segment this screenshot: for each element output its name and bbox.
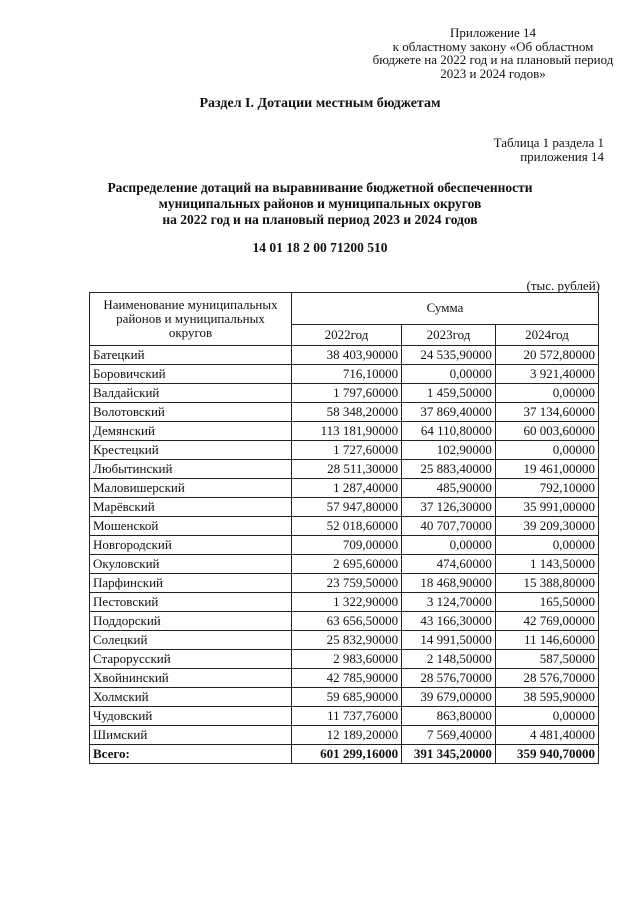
table-row: [90, 593, 599, 612]
table-row: [90, 555, 599, 574]
table-row: [90, 384, 599, 403]
value-2024-cell: 3 921,40000: [495, 365, 598, 384]
document-title-line3: на 2022 год и на плановый период 2023 и 2024 годов: [162, 212, 478, 227]
value-2023-cell: 3 124,70000: [402, 593, 496, 612]
table-row: [90, 517, 599, 536]
value-2022-cell: 28 511,30000: [291, 460, 401, 479]
section-title: Раздел I. Дотации местным бюджетам: [199, 96, 441, 111]
table-row: [90, 612, 599, 631]
table-row: [90, 460, 599, 479]
value-2024-cell: 0,00000: [495, 536, 598, 555]
value-2024-cell: 1 143,50000: [495, 555, 598, 574]
value-2023-cell: 64 110,80000: [402, 422, 496, 441]
value-2023-cell: 24 535,90000: [402, 346, 496, 365]
document-title-line1: Распределение дотаций на выравнивание бюджетной обеспеченности: [107, 180, 533, 195]
value-2022-cell: 59 685,90000: [291, 688, 401, 707]
district-name-cell: Солецкий: [90, 631, 292, 650]
value-2024-cell: 35 991,00000: [495, 498, 598, 517]
value-2022-cell: 1 322,90000: [291, 593, 401, 612]
value-2022-cell: 42 785,90000: [291, 669, 401, 688]
value-2023-cell: 25 883,40000: [402, 460, 496, 479]
value-2024-cell: 0,00000: [495, 384, 598, 403]
value-2023-cell: 0,00000: [402, 536, 496, 555]
district-name-cell: Любытинский: [90, 460, 292, 479]
value-2022-cell: 2 695,60000: [291, 555, 401, 574]
value-2022-cell: 38 403,90000: [291, 346, 401, 365]
table-row: [90, 403, 599, 422]
table-row: [90, 669, 599, 688]
value-2023-cell: 28 576,70000: [402, 669, 496, 688]
column-header-year-2022: 2022год: [291, 324, 401, 345]
table-row: [90, 346, 599, 365]
table-reference: [494, 136, 604, 164]
value-2022-cell: 23 759,50000: [291, 574, 401, 593]
table-row: [90, 574, 599, 593]
table-row: [90, 536, 599, 555]
district-name-cell: Поддорский: [90, 612, 292, 631]
units-label: (тыс. рублей): [526, 278, 600, 293]
document-title: [0, 180, 640, 228]
table-row: [90, 707, 599, 726]
value-2023-cell: 863,80000: [402, 707, 496, 726]
value-2024-cell: 60 003,60000: [495, 422, 598, 441]
value-2023-cell: 485,90000: [402, 479, 496, 498]
value-2024-cell: 38 595,90000: [495, 688, 598, 707]
subsidy-table: [89, 292, 599, 764]
budget-classification-code: 14 01 18 2 00 71200 510: [252, 240, 388, 255]
value-2023-cell: 18 468,90000: [402, 574, 496, 593]
value-2022-cell: 57 947,80000: [291, 498, 401, 517]
district-name-cell: Хвойнинский: [90, 669, 292, 688]
district-name-cell: Окуловский: [90, 555, 292, 574]
column-header-year-2023: 2023год: [402, 324, 496, 345]
district-name-cell: Батецкий: [90, 346, 292, 365]
value-2023-cell: 14 991,50000: [402, 631, 496, 650]
value-2022-cell: 113 181,90000: [291, 422, 401, 441]
district-name-cell: Маловишерский: [90, 479, 292, 498]
table-row: [90, 631, 599, 650]
district-name-cell: Парфинский: [90, 574, 292, 593]
district-name-cell: Новгородский: [90, 536, 292, 555]
value-2022-cell: 1 287,40000: [291, 479, 401, 498]
value-2024-cell: 39 209,30000: [495, 517, 598, 536]
column-header-district-name: Наименование муниципальных районов и муниципальных округов: [90, 293, 292, 346]
value-2022-cell: 63 656,50000: [291, 612, 401, 631]
value-2023-cell: 0,00000: [402, 365, 496, 384]
value-2024-cell: 792,10000: [495, 479, 598, 498]
value-2023-cell: 43 166,30000: [402, 612, 496, 631]
value-2022-cell: 52 018,60000: [291, 517, 401, 536]
value-2023-cell: 37 126,30000: [402, 498, 496, 517]
district-name-cell: Всего:: [90, 745, 292, 764]
value-2024-cell: 37 134,60000: [495, 403, 598, 422]
table-row: [90, 688, 599, 707]
value-2022-cell: 2 983,60000: [291, 650, 401, 669]
value-2022-cell: 1 727,60000: [291, 441, 401, 460]
value-2023-cell: 1 459,50000: [402, 384, 496, 403]
value-2024-cell: 42 769,00000: [495, 612, 598, 631]
column-header-sum: Сумма: [291, 293, 598, 325]
value-2023-cell: 40 707,70000: [402, 517, 496, 536]
district-name-cell: Валдайский: [90, 384, 292, 403]
district-name-cell: Марёвский: [90, 498, 292, 517]
value-2024-cell: 15 388,80000: [495, 574, 598, 593]
value-2023-cell: 7 569,40000: [402, 726, 496, 745]
value-2022-cell: 11 737,76000: [291, 707, 401, 726]
value-2024-cell: 19 461,00000: [495, 460, 598, 479]
district-name-cell: Крестецкий: [90, 441, 292, 460]
table-reference-line2: приложения 14: [520, 149, 604, 164]
value-2022-cell: 716,10000: [291, 365, 401, 384]
total-row: [90, 745, 599, 764]
district-name-cell: Волотовский: [90, 403, 292, 422]
appendix-law-reference: к областному закону «Об областном бюджете на 2022 год и на плановый период 2023 и 2024 годов»: [372, 38, 614, 81]
value-2022-cell: 709,00000: [291, 536, 401, 555]
district-name-cell: Холмский: [90, 688, 292, 707]
value-2024-cell: 165,50000: [495, 593, 598, 612]
value-2023-cell: 2 148,50000: [402, 650, 496, 669]
value-2023-cell: 39 679,00000: [402, 688, 496, 707]
table-body: [90, 346, 599, 764]
value-2023-cell: 102,90000: [402, 441, 496, 460]
value-2024-cell: 0,00000: [495, 707, 598, 726]
value-2022-cell: 601 299,16000: [291, 745, 401, 764]
value-2024-cell: 587,50000: [495, 650, 598, 669]
value-2024-cell: 4 481,40000: [495, 726, 598, 745]
appendix-header: [368, 26, 618, 80]
table-row: [90, 422, 599, 441]
table-row: [90, 479, 599, 498]
value-2022-cell: 1 797,60000: [291, 384, 401, 403]
value-2023-cell: 474,60000: [402, 555, 496, 574]
district-name-cell: Чудовский: [90, 707, 292, 726]
value-2022-cell: 58 348,20000: [291, 403, 401, 422]
value-2022-cell: 25 832,90000: [291, 631, 401, 650]
value-2022-cell: 12 189,20000: [291, 726, 401, 745]
district-name-cell: Мошенской: [90, 517, 292, 536]
value-2023-cell: 391 345,20000: [402, 745, 496, 764]
table-row: [90, 441, 599, 460]
appendix-number: Приложение 14: [449, 25, 537, 40]
document-title-line2: муниципальных районов и муниципальных округов: [158, 196, 482, 211]
value-2024-cell: 28 576,70000: [495, 669, 598, 688]
table-reference-line1: Таблица 1 раздела 1: [493, 135, 604, 150]
value-2023-cell: 37 869,40000: [402, 403, 496, 422]
table-row: [90, 650, 599, 669]
district-name-cell: Демянский: [90, 422, 292, 441]
value-2024-cell: 0,00000: [495, 441, 598, 460]
table-row: [90, 726, 599, 745]
district-name-cell: Шимский: [90, 726, 292, 745]
district-name-cell: Старорусский: [90, 650, 292, 669]
table-row: [90, 498, 599, 517]
district-name-cell: Пестовский: [90, 593, 292, 612]
value-2024-cell: 11 146,60000: [495, 631, 598, 650]
district-name-cell: Боровичский: [90, 365, 292, 384]
value-2024-cell: 359 940,70000: [495, 745, 598, 764]
column-header-year-2024: 2024год: [495, 324, 598, 345]
table-row: [90, 365, 599, 384]
value-2024-cell: 20 572,80000: [495, 346, 598, 365]
